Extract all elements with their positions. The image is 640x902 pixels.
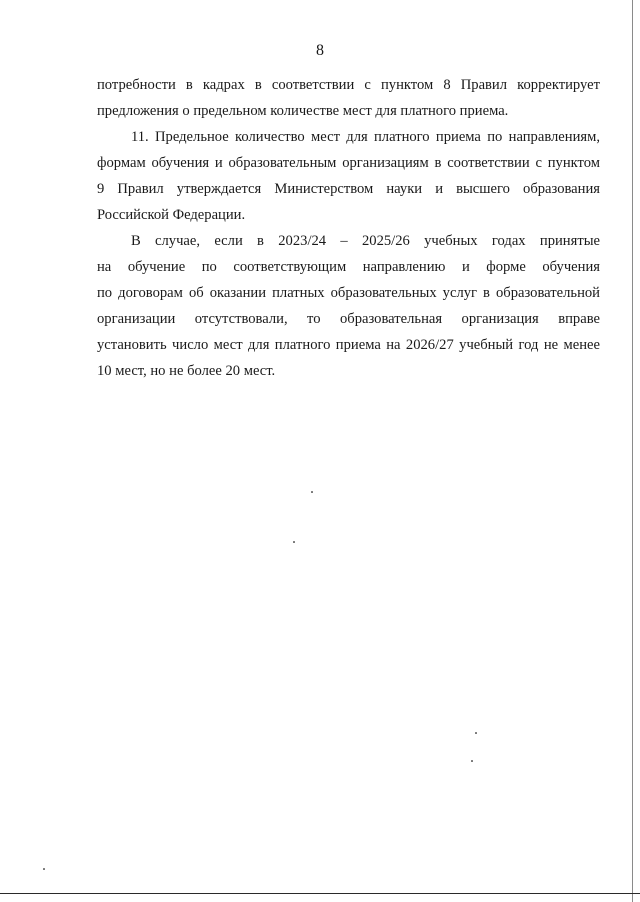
scan-speck bbox=[293, 541, 295, 543]
text-line: формам обучения и образовательным организациям в соответствии с пунктом bbox=[97, 155, 600, 171]
text-line: Российской Федерации. bbox=[97, 207, 246, 223]
scan-speck bbox=[475, 732, 477, 734]
text-line: 11. Предельное количество мест для платного приема по направлениям, bbox=[131, 129, 600, 145]
text-line: установить число мест для платного приема на 2026/27 учебный год не менее bbox=[97, 337, 600, 353]
page-number: 8 bbox=[316, 42, 324, 59]
scan-speck bbox=[471, 760, 473, 762]
scan-edge bbox=[632, 0, 633, 902]
document-body bbox=[97, 72, 600, 384]
scan-speck bbox=[311, 491, 313, 493]
paragraph bbox=[97, 124, 600, 228]
paragraph bbox=[97, 228, 600, 384]
text-line: потребности в кадрах в соответствии с пунктом 8 Правил корректирует bbox=[97, 77, 600, 93]
paragraph bbox=[97, 72, 600, 124]
text-line: по договорам об оказании платных образовательных услуг в образовательной bbox=[97, 285, 600, 301]
text-line: организации отсутствовали, то образовательная организация вправе bbox=[97, 311, 600, 327]
text-line: на обучение по соответствующим направлению и форме обучения bbox=[97, 259, 600, 275]
scan-speck bbox=[43, 868, 45, 870]
scan-edge bbox=[0, 893, 640, 894]
text-line: 9 Правил утверждается Министерством науки и высшего образования bbox=[97, 181, 600, 197]
text-line: В случае, если в 2023/24 – 2025/26 учебных годах принятые bbox=[131, 233, 600, 249]
text-line: предложения о предельном количестве мест для платного приема. bbox=[97, 103, 509, 119]
text-line: 10 мест, но не более 20 мест. bbox=[97, 363, 276, 379]
